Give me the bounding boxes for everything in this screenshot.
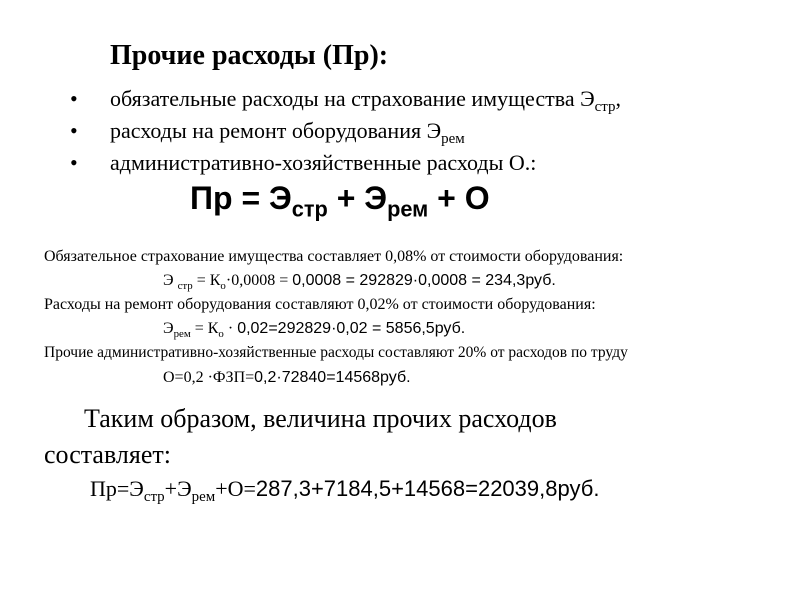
insurance-description: Обязательное страхование имущества составляет 0,08% от стоимости оборудования:	[44, 248, 624, 265]
bullet-dot-icon: •	[70, 118, 78, 143]
repair-calculation: $Э_{рем} = К_о \cdot 0,02=292829\cdot 0,02 = 5856,5руб$.	[163, 320, 466, 340]
repair-description: Расходы на ремонт оборудования составляют 0,02% от стоимости оборудования:	[44, 296, 596, 313]
bullet-dot-icon: •	[70, 150, 78, 175]
admin-calculation: О=0,2 ·ФЗП=0,2·72840=14568руб.	[163, 369, 411, 386]
main-formula: Пр = $Э_{стр} + Э_{рем} + О$	[190, 180, 490, 222]
bullet-insurance: • обязательные расходы на страхование имущества $Э_{стр}$,	[70, 86, 621, 116]
admin-description: Прочие административно-хозяйственные расходы составляют 20% от расходов по труду	[44, 344, 628, 361]
page-title: Прочие расходы (Пр):	[110, 40, 389, 71]
bullet-repair: • расходы на ремонт оборудования $Э_{рем}$	[70, 118, 465, 148]
final-formula: $Пр=Э_{стр}+Э_{рем}+О=287,3+7184,5+14568=22039,8руб$.	[90, 476, 600, 506]
summary-line-1: Таким образом, величина прочих расходов	[84, 404, 557, 433]
bullet-dot-icon: •	[70, 86, 78, 111]
insurance-calculation: Э $_{стр} = К_о\cdot 0,0008 = 0,0008 = 292829\cdot 0,0008 = 234,3руб$.	[163, 272, 556, 292]
bullet-admin: • административно-хозяйственные расходы О.:	[70, 150, 537, 175]
summary-line-2: составляет:	[44, 440, 171, 469]
